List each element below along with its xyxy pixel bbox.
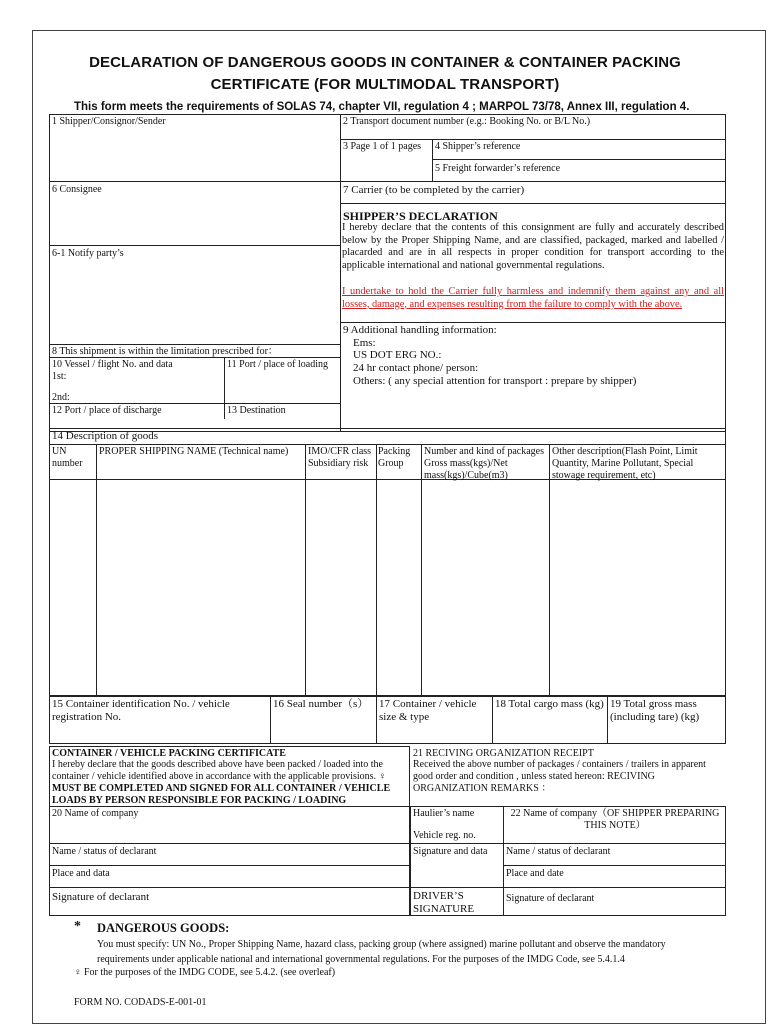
divider <box>49 344 341 345</box>
divider <box>376 444 377 696</box>
place-data-field[interactable]: Place and data <box>52 868 110 879</box>
divider <box>421 444 422 696</box>
shipper-declaration-body: I hereby declare that the contents of this consignment are fully and accurately described below by the Proper Shipping Name, and are classified, packaged, marked and labelled / placarded and are in all respects in proper condition for transport according to the applicable international and national governmental regulations. <box>342 222 724 271</box>
shipper-field[interactable]: 1 Shipper/Consignor/Sender <box>52 116 166 127</box>
divider <box>270 696 271 744</box>
container-size-field[interactable]: 17 Container / vehicle size & type <box>379 698 477 723</box>
dangerous-goods-note-2: requirements under applicable national and international governmental regulations. For the purposes of the IMDG Code, see 5.4.1.4 <box>97 954 625 965</box>
place-date-field[interactable]: Place and date <box>506 868 564 879</box>
consignee-field[interactable]: 6 Consignee <box>52 184 102 195</box>
port-loading-field[interactable]: 11 Port / place of loading <box>227 359 328 370</box>
divider <box>49 245 341 246</box>
carrier-field[interactable]: 7 Carrier (to be completed by the carrier) <box>343 184 525 196</box>
carrier-indemnity-warning: I undertake to hold the Carrier fully harmless and indemnify them against any and all losses, damage, and expenses resulting from the failure to comply with the above. <box>342 286 724 310</box>
form-title-line1: DECLARATION OF DANGEROUS GOODS IN CONTAINER & CONTAINER PACKING <box>89 54 681 71</box>
destination-field[interactable]: 13 Destination <box>227 405 286 416</box>
divider <box>607 696 608 744</box>
form-title-line2: CERTIFICATE (FOR MULTIMODAL TRANSPORT) <box>210 76 560 93</box>
col-header-other-description: Other description(Flash Point, Limit Quantity, Marine Pollutant, Special stowage requirement, etc) <box>552 446 698 481</box>
company-name-field[interactable]: 20 Name of company <box>52 808 139 819</box>
packing-certificate-heading: CONTAINER / VEHICLE PACKING CERTIFICATE <box>52 748 286 759</box>
vessel-second-leg: 2nd: <box>52 392 70 403</box>
divider <box>49 444 726 445</box>
divider <box>224 357 225 419</box>
divider <box>340 322 726 323</box>
divider <box>503 865 726 866</box>
signature-data-field[interactable]: Signature and data <box>413 846 488 857</box>
declarant-name-field[interactable]: Name / status of declarant <box>52 846 157 857</box>
col-header-un-number: UN number <box>52 446 83 469</box>
divider <box>340 181 726 182</box>
receipt-declarant-signature-field[interactable]: Signature of declarant <box>506 893 595 904</box>
divider <box>376 696 377 744</box>
shipper-reference-field[interactable]: 4 Shipper’s reference <box>435 141 521 152</box>
divider <box>49 865 410 866</box>
seal-number-field[interactable]: 16 Seal number（s） <box>273 698 369 710</box>
vessel-field[interactable]: 10 Vessel / flight No. and data <box>52 359 173 370</box>
vessel-first-leg: 1st: <box>52 371 67 382</box>
goods-heading: 14 Description of goods <box>52 430 159 442</box>
imdg-code-note: ♀ For the purposes of the IMDG CODE, see 5.4.2. (see overleaf) <box>74 967 336 978</box>
transport-document-field[interactable]: 2 Transport document number (e.g.: Booking No. or B/L No.) <box>343 116 591 127</box>
forwarder-reference-field[interactable]: 5 Freight forwarder’s reference <box>435 163 561 174</box>
packing-certificate-must-note: MUST BE COMPLETED AND SIGNED FOR ALL CONTAINER / VEHICLE LOADS BY PERSON RESPONSIBLE FOR PACKING / LOADING <box>52 783 391 806</box>
total-gross-mass-field[interactable]: 19 Total gross mass (including tare) (kg) <box>610 698 700 723</box>
col-header-packing-group: Packing Group <box>378 446 411 469</box>
packing-certificate-body: I hereby declare that the goods described above have been packed / loaded into the container / vehicle identified above in accordance with the applicable provisions. ♀ <box>52 759 387 782</box>
divider <box>410 887 726 888</box>
limitation-field[interactable]: 8 This shipment is within the limitation prescribed for： <box>52 346 278 357</box>
receipt-body: Received the above number of packages / containers / trailers in apparent good order and condition , unless stated hereon: RECIVING ORGANIZATION REMARKS ： <box>413 759 706 794</box>
total-cargo-mass-field[interactable]: 18 Total cargo mass (kg) <box>495 698 604 710</box>
shipper-company-field[interactable]: 22 Name of company（OF SHIPPER PREPARING THIS NOTE） <box>510 808 720 831</box>
divider <box>305 444 306 696</box>
divider <box>49 887 410 888</box>
divider <box>503 806 504 916</box>
declarant-signature-field[interactable]: Signature of declarant <box>52 891 150 903</box>
divider <box>432 159 726 160</box>
vehicle-reg-field[interactable]: Vehicle reg. no. <box>413 830 476 841</box>
divider <box>49 181 341 182</box>
divider <box>340 139 726 140</box>
page-count-field: 3 Page 1 of 1 pages <box>343 141 422 152</box>
handling-info-label: 9 Additional handling information: <box>343 324 497 336</box>
divider <box>340 203 726 204</box>
divider <box>49 357 341 358</box>
shipper-declaration-heading: SHIPPER’S DECLARATION <box>343 209 498 223</box>
notify-party-field[interactable]: 6-1 Notify party’s <box>52 248 124 259</box>
divider <box>49 843 410 844</box>
divider <box>49 403 341 404</box>
haulier-name-field[interactable]: Haulier’s name <box>413 808 475 819</box>
divider <box>432 139 433 181</box>
dangerous-goods-note-1: You must specify: UN No., Proper Shipping Name, hazard class, packing group (where assigned) marine pollutant and observe the mandatory <box>97 939 666 950</box>
receipt-declarant-name-field[interactable]: Name / status of declarant <box>506 846 611 857</box>
col-header-packages: Number and kind of packages Gross mass(kgs)/Net mass(kgs)/Cube(m3) <box>424 446 544 481</box>
form-number: FORM NO. CODADS-E-001-01 <box>74 997 207 1008</box>
container-id-field[interactable]: 15 Container identification No. / vehicle registration No. <box>52 698 230 723</box>
other-instructions-field[interactable]: Others: ( any special attention for transport : prepare by shipper) <box>353 375 637 387</box>
divider <box>49 806 410 807</box>
receipt-heading: 21 RECIVING ORGANIZATION RECEIPT <box>413 748 594 759</box>
footnote-star: * <box>74 919 81 934</box>
divider <box>492 696 493 744</box>
port-discharge-field[interactable]: 12 Port / place of discharge <box>52 405 162 416</box>
divider <box>410 843 726 844</box>
ems-field[interactable]: Ems: <box>353 337 376 349</box>
divider <box>96 444 97 696</box>
us-dot-erg-field[interactable]: US DOT ERG NO.: <box>353 349 442 361</box>
driver-signature-field[interactable]: DRIVER’S SIGNATURE <box>413 890 475 915</box>
form-subtitle: This form meets the requirements of SOLAS 74, chapter VII, regulation 4 ; MARPOL 73/78, Annex III, regulation 4. <box>74 101 690 113</box>
top-section-divider <box>340 114 341 432</box>
col-header-shipping-name: PROPER SHIPPING NAME (Technical name) <box>99 446 289 457</box>
col-header-imo-class: IMO/CFR class Subsidiary risk <box>308 446 372 469</box>
emergency-contact-field[interactable]: 24 hr contact phone/ person: <box>353 362 479 374</box>
dangerous-goods-heading: DANGEROUS GOODS: <box>97 921 230 935</box>
